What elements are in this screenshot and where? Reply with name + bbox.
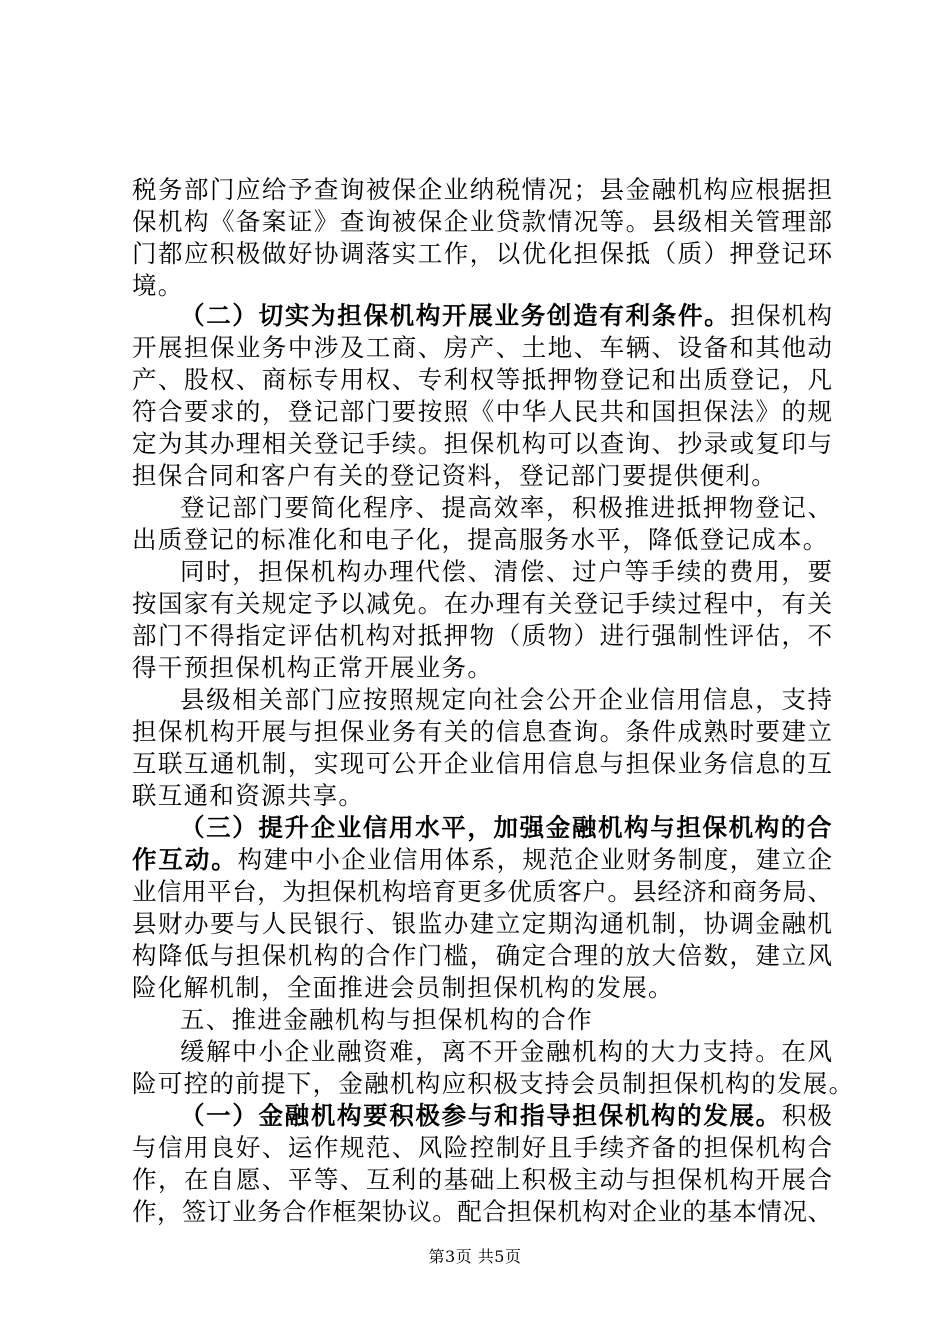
body-line: 与信用良好、运作规范、风险控制好且手续齐备的担保机构合 [132,1133,832,1162]
body-line: 担保合同和客户有关的登记资料，登记部门要提供便利。 [132,461,777,490]
body-line: 构降低与担保机构的合作门槛，确定合理的放大倍数，建立风 [132,941,832,970]
body-line: 作互动。构建中小企业信用体系，规范企业财务制度，建立企 [132,845,833,874]
body-line: 互联互通机制，实现可公开企业信用信息与担保业务信息的互 [132,749,832,778]
body-line: 符合要求的，登记部门要按照《中华人民共和国担保法》的规 [132,397,832,426]
body-line: 险化解机制，全面推进会员制担保机构的发展。 [132,973,674,1002]
body-line: 登记部门要简化程序、提高效率，积极推进抵押物登记、 [180,493,832,522]
body-line: 保机构《备案证》查询被保企业贷款情况等。县级相关管理部 [132,207,832,236]
body-line: 得干预担保机构正常开展业务。 [132,653,494,682]
body-line: 担保机构开展与担保业务有关的信息查询。条件成熟时要建立 [132,717,832,746]
body-line: 县级相关部门应按照规定向社会公开企业信用信息，支持 [180,685,832,714]
body-line: 县财办要与人民银行、银监办建立定期沟通机制，协调金融机 [132,909,832,938]
section-heading-5-1: （一）金融机构要积极参与和指导担保机构的发展。积极 [180,1101,833,1130]
body-line: 部门不得指定评估机构对抵押物（质物）进行强制性评估，不 [132,621,832,650]
body-line: 业信用平台，为担保机构培育更多优质客户。县经济和商务局、 [132,877,832,906]
body-line: 按国家有关规定予以减免。在办理有关登记手续过程中，有关 [132,589,832,618]
body-line: 险可控的前提下，金融机构应积极支持会员制担保机构的发展。 [132,1069,855,1098]
body-line: 境。 [132,271,184,300]
body-line: 税务部门应给予查询被保企业纳税情况；县金融机构应根据担 [132,175,832,204]
body-line: 作，在自愿、平等、互利的基础上积极主动与担保机构开展合 [132,1165,832,1194]
section-heading-5: 五、推进金融机构与担保机构的合作 [180,1005,593,1034]
body-line: 门都应积极做好协调落实工作，以优化担保抵（质）押登记环 [132,239,832,268]
body-line: 产、股权、商标专用权、专利权等抵押物登记和出质登记，凡 [132,365,832,394]
body-line: 同时，担保机构办理代偿、清偿、过户等手续的费用，要 [180,557,832,586]
section-heading-2: （二）切实为担保机构开展业务创造有利条件。担保机构 [180,301,832,330]
page-footer: 第3页 共5页 [428,1247,522,1266]
section-heading-3: （三）提升企业信用水平，加强金融机构与担保机构的合 [180,813,832,842]
body-line: 缓解中小企业融资难，离不开金融机构的大力支持。在风 [180,1037,832,1066]
body-line: 联互通和资源共享。 [132,781,365,810]
body-line: 开展担保业务中涉及工商、房产、土地、车辆、设备和其他动 [132,333,832,362]
body-line: 出质登记的标准化和电子化，提高服务水平，降低登记成本。 [132,525,829,554]
body-line: 定为其办理相关登记手续。担保机构可以查询、抄录或复印与 [132,429,832,458]
body-line: 作，签订业务合作框架协议。配合担保机构对企业的基本情况、 [132,1197,832,1226]
